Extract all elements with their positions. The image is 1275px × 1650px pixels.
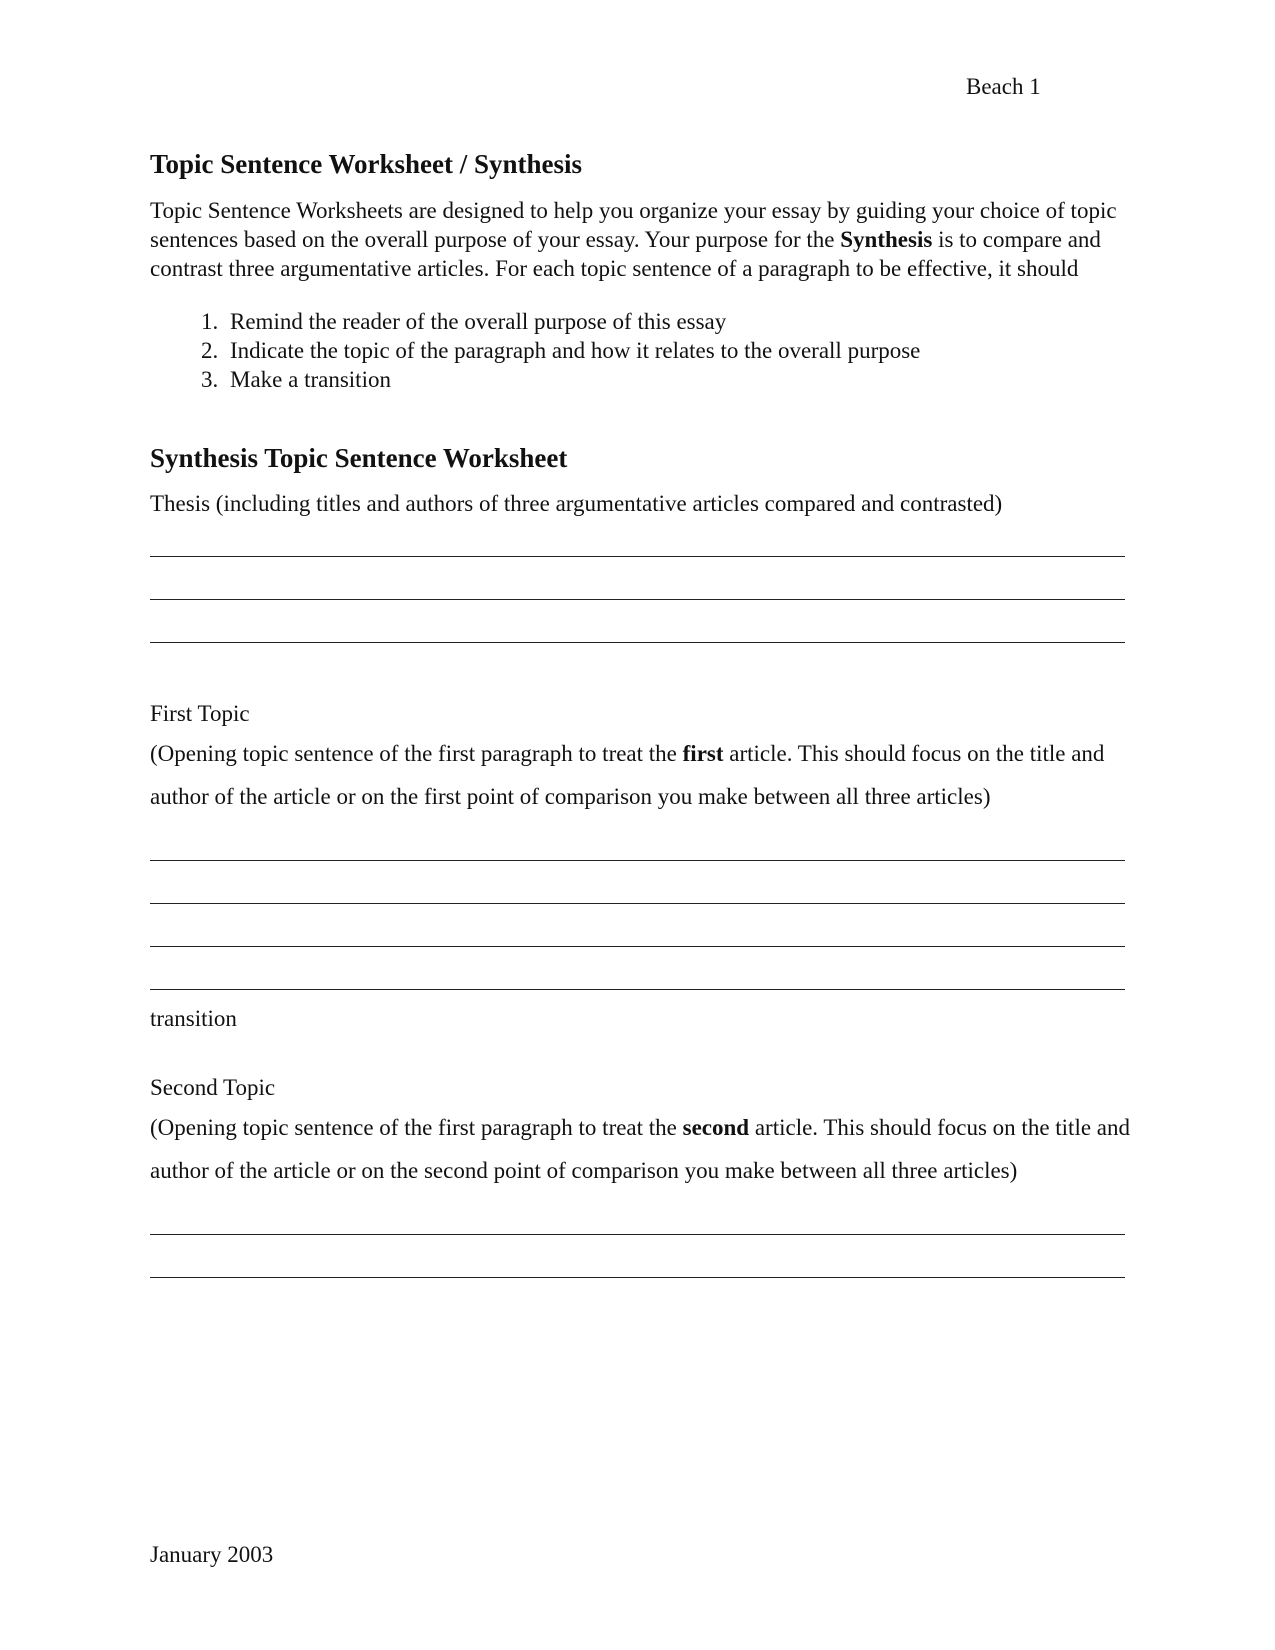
second-topic-answer-line[interactable] bbox=[150, 1235, 1125, 1278]
criteria-list bbox=[150, 307, 1130, 394]
thesis-answer-line[interactable] bbox=[150, 600, 1125, 643]
first-topic-answer-line[interactable] bbox=[150, 861, 1125, 904]
first-topic-answer-line[interactable] bbox=[150, 947, 1125, 990]
first-topic-instr-text-1: (Opening topic sentence of the first paragraph to treat the bbox=[150, 740, 683, 766]
thesis-answer-line[interactable] bbox=[150, 557, 1125, 600]
second-topic-instr-text-1: (Opening topic sentence of the first paragraph to treat the bbox=[150, 1114, 683, 1140]
first-topic-answer-line[interactable] bbox=[150, 818, 1125, 861]
intro-text-1: Topic Sentence Worksheets are designed to help you organize your essay by guiding your choice of topic sentences based on the overall purpose of your essay. Your purpose for the bbox=[150, 198, 1117, 253]
worksheet-heading: Synthesis Topic Sentence Worksheet bbox=[150, 443, 568, 474]
criteria-item: 2. Indicate the topic of the paragraph and how it relates to the overall purpose bbox=[224, 336, 1130, 365]
second-topic-instructions bbox=[150, 1106, 1130, 1192]
thesis-prompt: Thesis (including titles and authors of three argumentative articles compared and contrasted) bbox=[150, 490, 1003, 516]
second-topic-label: Second Topic bbox=[150, 1074, 276, 1100]
second-topic-lines bbox=[150, 1192, 1130, 1278]
thesis-answer-line[interactable] bbox=[150, 514, 1125, 557]
first-topic-instr-text-2: article. This should focus on the title and author of the article or on the first point of comparison you make between all three articles) bbox=[150, 740, 1105, 809]
intro-text-2: is to compare and contrast three argumentative articles. For each topic sentence of a paragraph to be effective, it should bbox=[150, 227, 1101, 282]
thesis-lines bbox=[150, 514, 1130, 643]
second-topic-instr-text-2: article. This should focus on the title and author of the article or on the second point of comparison you make between all three articles) bbox=[150, 1114, 1131, 1183]
transition-label: transition bbox=[150, 1005, 237, 1031]
page-footer-date: January 2003 bbox=[150, 1542, 274, 1567]
second-topic-answer-line[interactable] bbox=[150, 1192, 1125, 1235]
first-topic-label: First Topic bbox=[150, 700, 250, 726]
second-topic-instr-bold: second bbox=[682, 1114, 750, 1140]
intro-paragraph bbox=[150, 196, 1130, 283]
document-title: Topic Sentence Worksheet / Synthesis bbox=[150, 149, 583, 179]
first-topic-answer-line[interactable] bbox=[150, 904, 1125, 947]
first-topic-lines bbox=[150, 818, 1130, 990]
document-content bbox=[150, 148, 1130, 1278]
criteria-item: 3. Make a transition bbox=[224, 365, 1130, 394]
intro-bold-synthesis: Synthesis bbox=[840, 227, 933, 253]
first-topic-instr-bold: first bbox=[682, 740, 724, 766]
criteria-item: 1. Remind the reader of the overall purpose of this essay bbox=[224, 307, 1130, 336]
first-topic-instructions bbox=[150, 732, 1130, 818]
page-header-label: Beach 1 bbox=[966, 74, 1041, 99]
